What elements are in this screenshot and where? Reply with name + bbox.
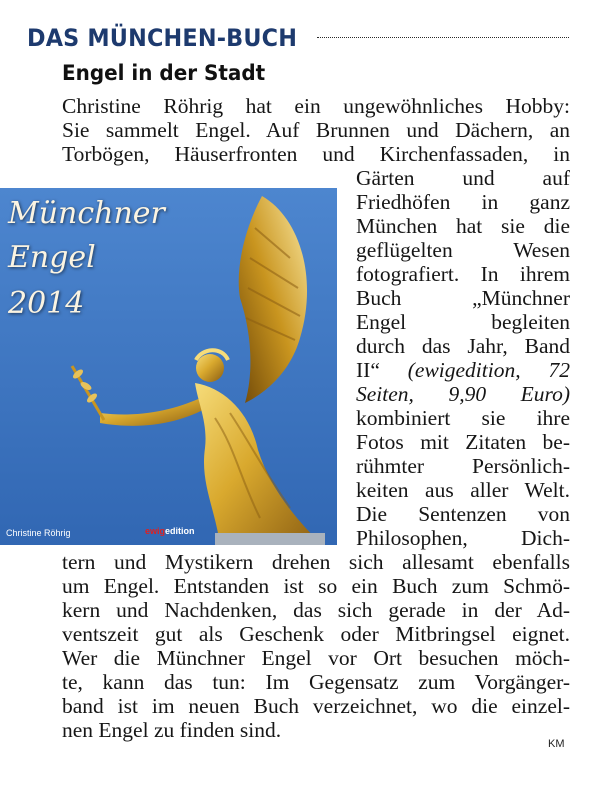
article-line-italic: (ewigedition, 72 — [407, 359, 570, 382]
article-line: Friedhöfen in ganz — [356, 191, 570, 214]
publisher-brand: ewig — [145, 526, 166, 536]
article-line: tern und Mystikern drehen sich allesamt ebenfalls — [62, 551, 570, 574]
article-line: band ist im neuen Buch verzeichnet, wo die einzel- — [62, 695, 570, 718]
article-line: Christine Röhrig hat ein ungewöhnliches Hobby: — [62, 95, 570, 118]
section-heading: DAS MÜNCHEN-BUCH — [27, 24, 298, 52]
publisher-rest: edition — [165, 526, 195, 536]
cover-title-line: Münchner — [8, 196, 165, 231]
article-line: Engel begleiten — [356, 311, 570, 334]
article-line: te, kann das tun: Im Gegensatz zum Vorgänger- — [62, 671, 570, 694]
article-line: Sie sammelt Engel. Auf Brunnen und Dächern, an — [62, 119, 570, 142]
article-line: fotografiert. In ihrem — [356, 263, 570, 286]
article-line: München hat sie die — [356, 215, 570, 238]
article-line: Buch „Münchner — [356, 287, 570, 310]
article-line: Wer die Münchner Engel vor Ort besuchen möch- — [62, 647, 570, 670]
cover-title-line: Engel — [8, 240, 96, 275]
book-cover-image — [0, 188, 337, 545]
article-line: Fotos mit Zitaten be- — [356, 431, 570, 454]
article-line: geflügelten Wesen — [356, 239, 570, 262]
author-initials: KM — [548, 738, 565, 750]
article-line: kern und Nachdenken, das sich gerade in der Ad- — [62, 599, 570, 622]
cover-title-year: 2014 — [8, 286, 85, 321]
section-dotted-rule — [317, 37, 569, 38]
article-line-last: nen Engel zu finden sind. — [62, 719, 282, 742]
article-line: Die Sentenzen von — [356, 503, 570, 526]
article-line: Torbögen, Häuserfronten und Kirchenfassaden, in — [62, 143, 570, 166]
article-line: Gärten und auf — [356, 167, 570, 190]
article-headline: Engel in der Stadt — [62, 61, 266, 85]
article-line: ventszeit gut als Geschenk oder Mitbringsel eignet. — [62, 623, 570, 646]
article-line: rühmter Persönlich- — [356, 455, 570, 478]
article-line: um Engel. Entstanden ist so ein Buch zum Schmö- — [62, 575, 570, 598]
article-line: durch das Jahr, Band — [356, 335, 570, 358]
article-line: kombiniert sie ihre — [356, 407, 570, 430]
cover-publisher-logo — [145, 526, 195, 536]
article-line — [356, 359, 570, 382]
article-line: keiten aus aller Welt. — [356, 479, 570, 502]
article-line-plain: II“ — [356, 359, 408, 382]
article-line: Philosophen, Dich- — [356, 527, 570, 550]
cover-author: Christine Röhrig — [6, 528, 71, 538]
article-line: Seiten, 9,90 Euro) — [356, 383, 570, 406]
